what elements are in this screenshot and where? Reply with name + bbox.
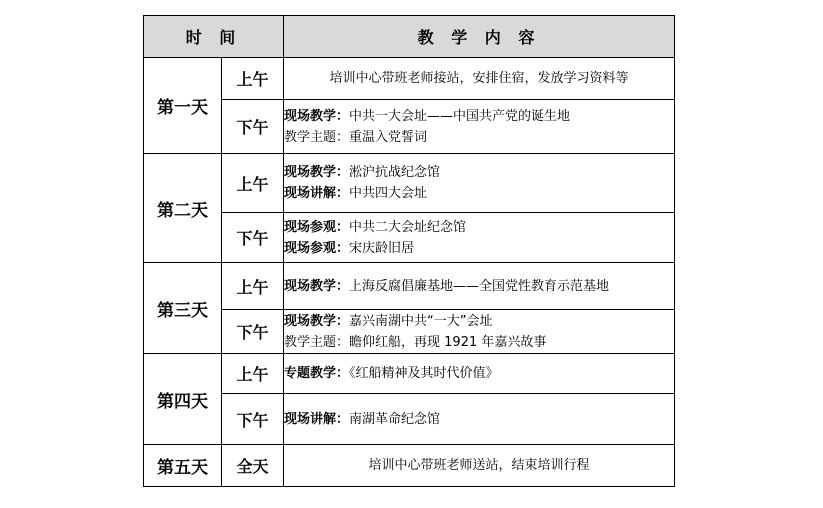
content-text: 《红船精神及其时代价值》 xyxy=(349,366,499,381)
content-header: 教 学 内 容 xyxy=(284,16,675,58)
content-cell xyxy=(284,58,675,100)
table-row xyxy=(144,58,675,100)
content-text: 中共一大会址——中国共产党的诞生地 xyxy=(349,108,571,124)
content-line xyxy=(284,68,674,89)
content-text: 嘉兴南湖中共“一大”会址 xyxy=(349,313,493,329)
day-label: 第三天 xyxy=(144,263,222,354)
content-line xyxy=(284,409,674,430)
content-line xyxy=(284,311,674,332)
day-label: 第一天 xyxy=(144,58,222,154)
content-keyword: 专题教学： xyxy=(284,366,350,381)
table-row xyxy=(144,445,675,487)
content-keyword: 现场教学： xyxy=(284,108,350,124)
time-header: 时 间 xyxy=(144,16,284,58)
content-line xyxy=(284,162,674,183)
content-text: 淞沪抗战纪念馆 xyxy=(349,165,441,180)
content-cell xyxy=(284,354,675,394)
table-row xyxy=(144,394,675,445)
content-text: 中共二大会址纪念馆 xyxy=(349,219,467,235)
time-slot: 上午 xyxy=(222,354,284,394)
time-slot: 上午 xyxy=(222,58,284,100)
content-line xyxy=(284,217,674,238)
content-keyword: 现场讲解： xyxy=(284,411,350,427)
content-text: 上海反腐倡廉基地——全国党性教育示范基地 xyxy=(349,278,610,294)
time-slot: 下午 xyxy=(222,394,284,445)
content-cell xyxy=(284,310,675,354)
content-text: 教学主题：重温入党誓词 xyxy=(284,129,428,145)
content-text: 宋庆龄旧居 xyxy=(349,240,415,256)
day-label: 第二天 xyxy=(144,154,222,263)
content-keyword: 现场教学： xyxy=(284,165,350,180)
content-text: 中共四大会址 xyxy=(349,186,428,201)
content-line xyxy=(284,127,674,148)
content-cell xyxy=(284,445,675,487)
content-cell xyxy=(284,263,675,310)
content-cell xyxy=(284,154,675,213)
day-label: 第四天 xyxy=(144,354,222,445)
content-text: 培训中心带班老师送站，结束培训行程 xyxy=(368,458,590,473)
content-keyword: 现场参观： xyxy=(284,240,350,256)
day-label: 第五天 xyxy=(144,445,222,487)
time-slot: 上午 xyxy=(222,263,284,310)
content-text: 南湖革命纪念馆 xyxy=(349,411,441,427)
time-slot: 下午 xyxy=(222,310,284,354)
table-row xyxy=(144,310,675,354)
table-row xyxy=(144,213,675,263)
content-keyword: 现场参观： xyxy=(284,219,350,235)
table-row xyxy=(144,154,675,213)
content-keyword: 现场教学： xyxy=(284,278,350,294)
time-slot: 上午 xyxy=(222,154,284,213)
header-row xyxy=(144,16,675,58)
content-line xyxy=(284,455,674,476)
content-cell xyxy=(284,100,675,154)
table-row xyxy=(144,100,675,154)
content-line xyxy=(284,276,674,297)
content-text: 培训中心带班老师接站，安排住宿，发放学习资料等 xyxy=(329,71,629,86)
content-keyword: 现场讲解： xyxy=(284,186,350,201)
content-cell xyxy=(284,213,675,263)
time-slot: 全天 xyxy=(222,445,284,487)
content-line xyxy=(284,183,674,204)
table-row xyxy=(144,263,675,310)
table-row xyxy=(144,354,675,394)
content-line xyxy=(284,238,674,259)
time-slot: 下午 xyxy=(222,100,284,154)
content-line xyxy=(284,332,674,353)
content-text: 教学主题：瞻仰红船，再现 1921 年嘉兴故事 xyxy=(284,334,547,350)
content-keyword: 现场教学： xyxy=(284,313,350,329)
content-cell xyxy=(284,394,675,445)
schedule-table xyxy=(143,15,675,487)
time-slot: 下午 xyxy=(222,213,284,263)
content-line xyxy=(284,363,674,384)
content-line xyxy=(284,106,674,127)
